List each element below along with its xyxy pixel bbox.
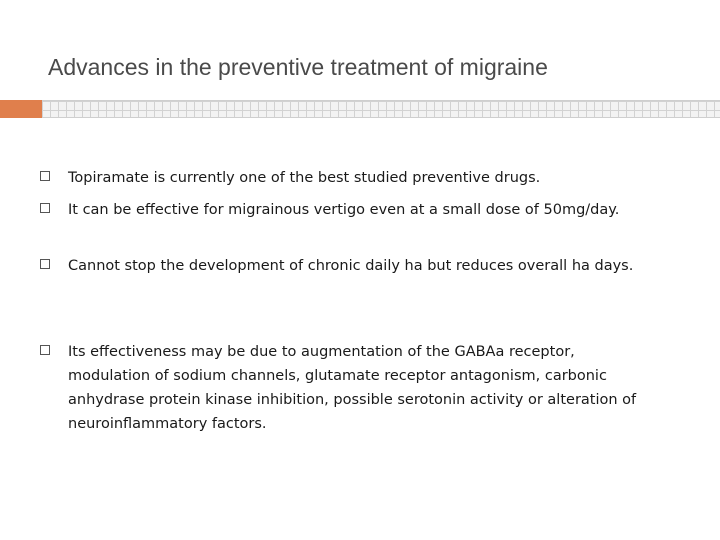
square-bullet-icon: [40, 345, 50, 355]
bullet-text: Its effectiveness may be due to augmentation of the GABAa receptor, modulation of sodium channels, glutamate receptor antagonism, carbonic anhydrase protein kinase inhibition, possible serotonin activity or alteration of neuroinflammatory factors.: [68, 344, 637, 432]
slide-title: Advances in the preventive treatment of migraine: [48, 54, 548, 80]
square-bullet-icon: [40, 259, 50, 269]
square-bullet-icon: [40, 203, 50, 213]
square-bullet-icon: [40, 171, 50, 181]
bullet-text: It can be effective for migrainous vertigo even at a small dose of 50mg/day.: [68, 202, 620, 218]
bullet-text: Topiramate is currently one of the best studied preventive drugs.: [68, 170, 541, 186]
bullet-text: Cannot stop the development of chronic daily ha but reduces overall ha days.: [68, 258, 634, 274]
